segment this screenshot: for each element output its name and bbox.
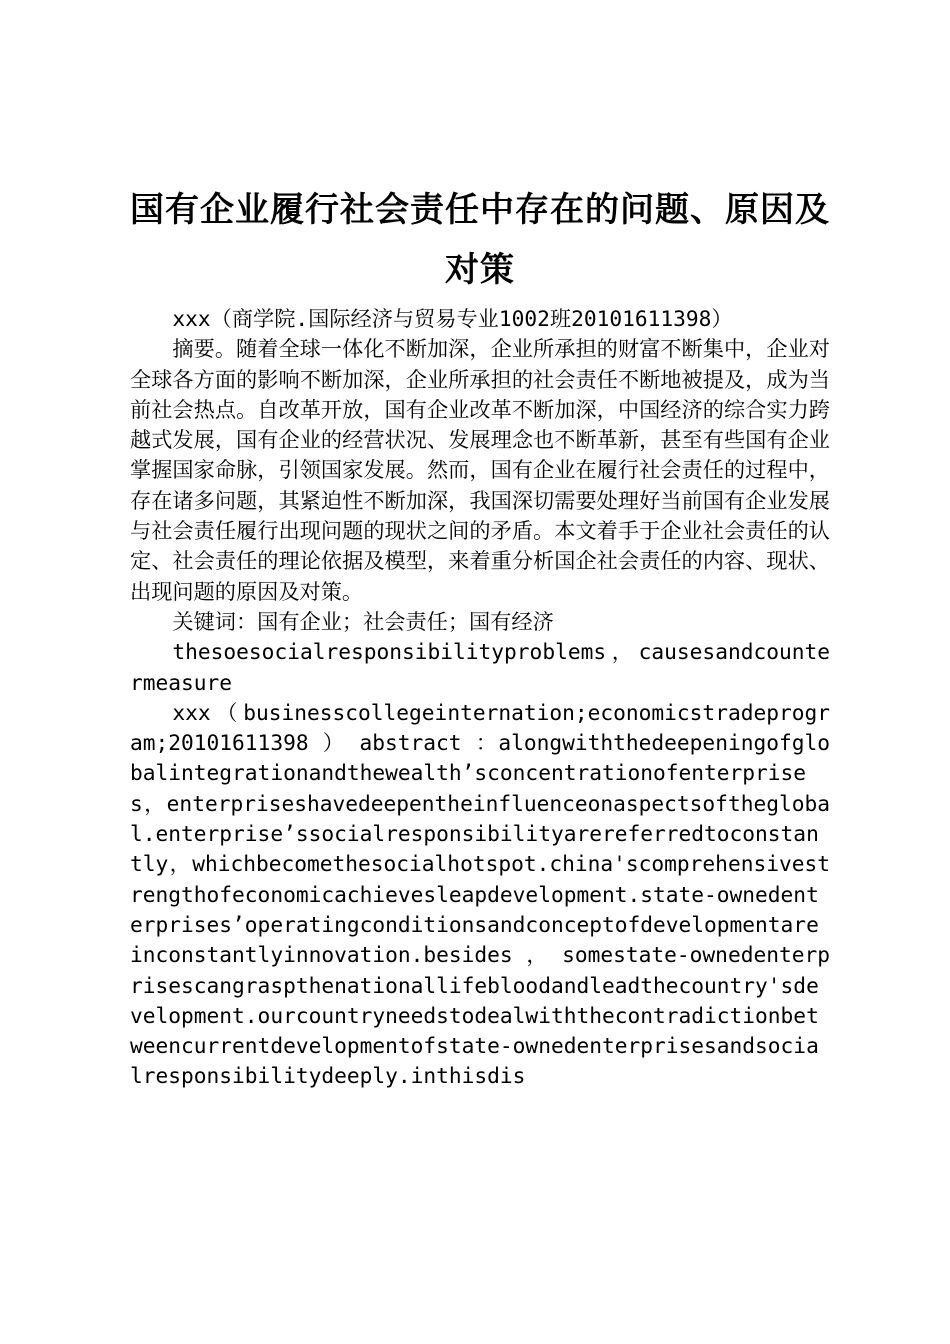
english-abstract: xxx（businesscollegeinternation;economicstradeprogram;20101611398 ） abstract ：alongwiththedeepeningofglobalintegrationandthewealth’sconcentrationofenterprises，enterpriseshavedeepentheinfluenceonaspectsoftheglobal.enterprise’ssocialresponsibilityarereferredtoconstantly，whichbecomethesocialhotspot.china'scomprehensivestrengthofeconomicachievesleapdevelopment.state-ownedenterprises’operatingconditionsandconceptofdevelopmentareinconstantlyinnovation.besides ， somestate-ownedenterprisescangraspthenationallifebloodandleadthecountry'sdevelopment.ourcountryneedstodealwiththecontradictionbetweencurrentdevelopmentofstate-ownedenterprisesandsocialresponsibilitydeeply.inthisdis (130, 699, 830, 1089)
document-body (130, 304, 830, 1092)
document-page (130, 180, 830, 1092)
chinese-keywords: 关键词：国有企业；社会责任；国有经济 (172, 608, 554, 634)
document-title: 国有企业履行社会责任中存在的问题、原因及对策 (130, 190, 830, 290)
author-line: xxx（商学院.国际经济与贸易专业1002班20101611398） (172, 306, 733, 331)
chinese-abstract: 摘要。随着全球一体化不断加深，企业所承担的财富不断集中，企业对全球各方面的影响不断加深，企业所承担的社会责任不断地被提及，成为当前社会热点。自改革开放，国有企业改革不断加深，中国经济的综合实力跨越式发展，国有企业的经营状况、发展理念也不断革新，甚至有些国有企业掌握国家命脉，引领国家发展。然而，国有企业在履行社会责任的过程中，存在诸多问题，其紧迫性不断加深，我国深切需要处理好当前国有企业发展与社会责任履行出现问题的现状之间的矛盾。本文着手于企业社会责任的认定、社会责任的理论依据及模型，来着重分析国企社会责任的内容、现状、出现问题的原因及对策。 (130, 336, 830, 604)
english-title: thesoesocialresponsibilityproblems，causesandcountermeasure (130, 639, 830, 695)
